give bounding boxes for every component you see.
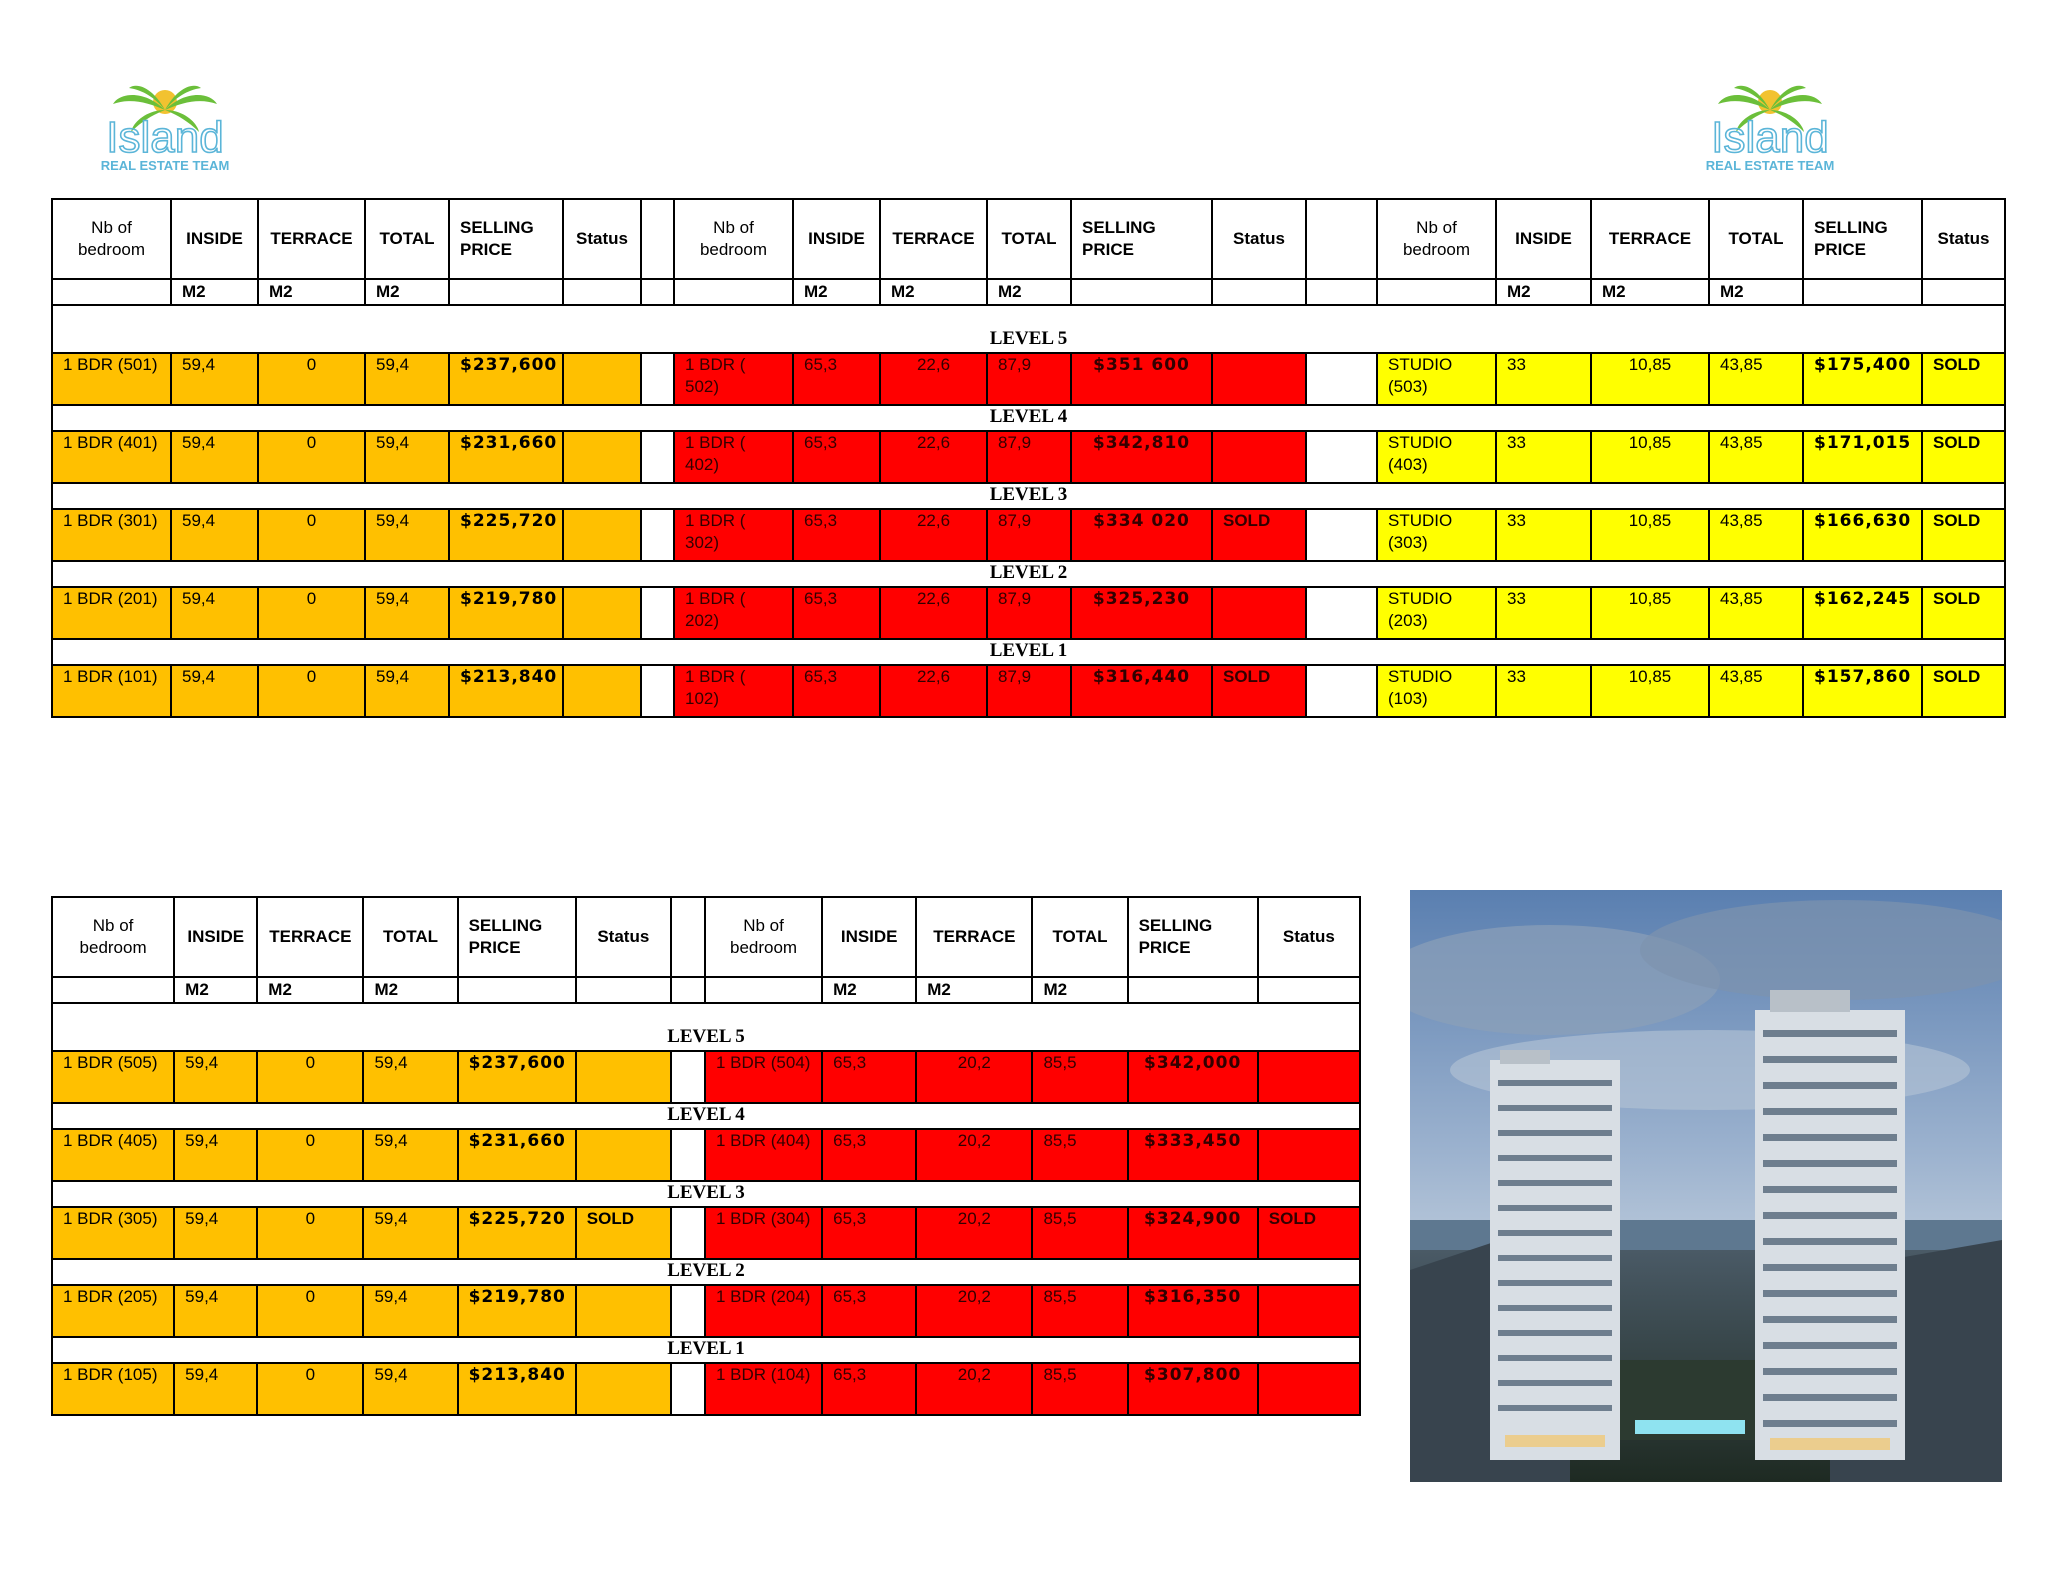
cell-bedroom: 1 BDR (105) xyxy=(52,1363,174,1415)
cell-bedroom: 1 BDR (505) xyxy=(52,1051,174,1103)
cell-inside: 59,4 xyxy=(174,1051,257,1103)
cell-bedroom: 1 BDR ( 402) xyxy=(674,431,793,483)
cell-status xyxy=(563,509,641,561)
level-row xyxy=(52,1259,1360,1285)
cell-bedroom: 1 BDR (305) xyxy=(52,1207,174,1259)
cell-terrace: 0 xyxy=(258,587,365,639)
cell-bedroom: 1 BDR (401) xyxy=(52,431,171,483)
header-row xyxy=(52,897,1360,977)
cell-total: 85,5 xyxy=(1032,1207,1127,1259)
unit-terrace: M2 xyxy=(258,279,365,305)
cell-total: 87,9 xyxy=(987,509,1071,561)
cell-inside: 65,3 xyxy=(793,587,880,639)
palm-logo-icon xyxy=(1690,80,1850,175)
unit-data-row xyxy=(52,1285,1360,1337)
level-label: LEVEL 3 xyxy=(52,1181,1360,1207)
cell-inside: 65,3 xyxy=(822,1207,916,1259)
cell-bedroom: 1 BDR (104) xyxy=(705,1363,822,1415)
header-inside: INSIDE xyxy=(1496,199,1591,279)
cell-terrace: 0 xyxy=(257,1363,363,1415)
cell-inside: 59,4 xyxy=(171,587,258,639)
spacer-cell xyxy=(1306,279,1377,305)
cell-status xyxy=(576,1051,671,1103)
cell-total: 85,5 xyxy=(1032,1051,1127,1103)
cell-bedroom: 1 BDR ( 502) xyxy=(674,353,793,405)
cell-terrace: 22,6 xyxy=(880,353,987,405)
cell-bedroom: 1 BDR (301) xyxy=(52,509,171,561)
cell-status xyxy=(563,353,641,405)
cell-total: 43,85 xyxy=(1709,431,1803,483)
cell-status: SOLD xyxy=(1212,509,1306,561)
header-price: SELLING PRICE xyxy=(449,199,563,279)
header-terrace: TERRACE xyxy=(257,897,363,977)
unit-bedroom xyxy=(52,279,171,305)
spacer-cell xyxy=(641,509,674,561)
cell-total: 43,85 xyxy=(1709,353,1803,405)
spacer-cell xyxy=(1306,587,1377,639)
level-row xyxy=(52,305,2005,353)
cell-inside: 59,4 xyxy=(171,509,258,561)
cell-terrace: 20,2 xyxy=(916,1285,1032,1337)
unit-bedroom xyxy=(1377,279,1496,305)
cell-total: 59,4 xyxy=(363,1051,457,1103)
cell-terrace: 10,85 xyxy=(1591,353,1709,405)
cell-bedroom: 1 BDR (204) xyxy=(705,1285,822,1337)
unit-total: M2 xyxy=(365,279,449,305)
cell-inside: 65,3 xyxy=(793,509,880,561)
cell-inside: 59,4 xyxy=(174,1207,257,1259)
cell-inside: 65,3 xyxy=(793,431,880,483)
unit-bedroom xyxy=(52,977,174,1003)
cell-status: SOLD xyxy=(1258,1207,1360,1259)
unit-terrace: M2 xyxy=(1591,279,1709,305)
cell-terrace: 0 xyxy=(257,1129,363,1181)
unit-terrace: M2 xyxy=(880,279,987,305)
unit-total: M2 xyxy=(1032,977,1127,1003)
cell-total: 59,4 xyxy=(363,1363,457,1415)
unit-total: M2 xyxy=(1709,279,1803,305)
cell-terrace: 10,85 xyxy=(1591,509,1709,561)
header-bedroom: Nb of bedroom xyxy=(705,897,822,977)
unit-status xyxy=(1212,279,1306,305)
cell-total: 59,4 xyxy=(363,1285,457,1337)
level-label: LEVEL 4 xyxy=(52,1103,1360,1129)
header-terrace: TERRACE xyxy=(880,199,987,279)
spacer-cell xyxy=(671,1285,705,1337)
cell-price: $342,810 xyxy=(1071,431,1212,483)
cell-price: $334 020 xyxy=(1071,509,1212,561)
cell-terrace: 20,2 xyxy=(916,1207,1032,1259)
spacer-cell xyxy=(671,1207,705,1259)
cell-price: $157,860 xyxy=(1803,665,1922,717)
level-row xyxy=(52,483,2005,509)
cell-bedroom: STUDIO (503) xyxy=(1377,353,1496,405)
header-inside: INSIDE xyxy=(822,897,916,977)
header-bedroom: Nb of bedroom xyxy=(52,199,171,279)
cell-price: $316,440 xyxy=(1071,665,1212,717)
cell-total: 43,85 xyxy=(1709,509,1803,561)
cell-terrace: 0 xyxy=(257,1051,363,1103)
level-label: LEVEL 4 xyxy=(52,405,2005,431)
cell-bedroom: 1 BDR ( 102) xyxy=(674,665,793,717)
unit-data-row xyxy=(52,1051,1360,1103)
cell-price: $325,230 xyxy=(1071,587,1212,639)
cell-inside: 65,3 xyxy=(793,665,880,717)
cell-status: SOLD xyxy=(1922,509,2005,561)
cell-bedroom: STUDIO (203) xyxy=(1377,587,1496,639)
level-row xyxy=(52,639,2005,665)
price-table-top xyxy=(51,198,2006,718)
cell-terrace: 10,85 xyxy=(1591,665,1709,717)
cell-bedroom: 1 BDR (404) xyxy=(705,1129,822,1181)
cell-bedroom: STUDIO (103) xyxy=(1377,665,1496,717)
spacer-cell xyxy=(641,587,674,639)
cell-terrace: 22,6 xyxy=(880,665,987,717)
island-real-estate-logo-right xyxy=(1690,80,1850,175)
cell-status xyxy=(1212,431,1306,483)
unit-total: M2 xyxy=(363,977,457,1003)
cell-bedroom: STUDIO (403) xyxy=(1377,431,1496,483)
level-row xyxy=(52,1181,1360,1207)
unit-bedroom xyxy=(674,279,793,305)
spacer-cell xyxy=(671,1129,705,1181)
header-terrace: TERRACE xyxy=(916,897,1032,977)
header-terrace: TERRACE xyxy=(258,199,365,279)
cell-bedroom: 1 BDR (504) xyxy=(705,1051,822,1103)
cell-status xyxy=(1212,587,1306,639)
cell-status xyxy=(576,1363,671,1415)
unit-row xyxy=(52,977,1360,1003)
cell-terrace: 0 xyxy=(258,353,365,405)
header-inside: INSIDE xyxy=(174,897,257,977)
unit-terrace: M2 xyxy=(916,977,1032,1003)
building-photo xyxy=(1410,890,2002,1482)
cell-inside: 59,4 xyxy=(174,1285,257,1337)
unit-status xyxy=(576,977,671,1003)
header-price: SELLING PRICE xyxy=(1128,897,1258,977)
header-terrace: TERRACE xyxy=(1591,199,1709,279)
header-total: TOTAL xyxy=(987,199,1071,279)
level-label: LEVEL 5 xyxy=(52,1003,1360,1051)
unit-data-row xyxy=(52,431,2005,483)
cell-terrace: 22,6 xyxy=(880,431,987,483)
cell-total: 59,4 xyxy=(363,1129,457,1181)
level-row xyxy=(52,1337,1360,1363)
unit-price xyxy=(449,279,563,305)
level-label: LEVEL 5 xyxy=(52,305,2005,353)
cell-terrace: 20,2 xyxy=(916,1051,1032,1103)
cell-status xyxy=(563,665,641,717)
header-total: TOTAL xyxy=(363,897,457,977)
cell-inside: 33 xyxy=(1496,587,1591,639)
spacer-cell xyxy=(1306,665,1377,717)
unit-status xyxy=(563,279,641,305)
unit-inside: M2 xyxy=(1496,279,1591,305)
cell-terrace: 0 xyxy=(258,509,365,561)
cell-terrace: 22,6 xyxy=(880,509,987,561)
svg-text:Island: Island xyxy=(1711,113,1829,162)
cell-total: 59,4 xyxy=(365,509,449,561)
cell-inside: 59,4 xyxy=(171,353,258,405)
cell-inside: 33 xyxy=(1496,353,1591,405)
header-inside: INSIDE xyxy=(793,199,880,279)
cell-terrace: 0 xyxy=(257,1207,363,1259)
cell-price: $213,840 xyxy=(449,665,563,717)
price-table-bottom xyxy=(51,896,1361,1416)
cell-inside: 65,3 xyxy=(822,1051,916,1103)
cell-price: $231,660 xyxy=(458,1129,576,1181)
cell-total: 87,9 xyxy=(987,665,1071,717)
header-total: TOTAL xyxy=(1709,199,1803,279)
unit-price xyxy=(1071,279,1212,305)
header-status: Status xyxy=(1922,199,2005,279)
unit-data-row xyxy=(52,587,2005,639)
cell-status xyxy=(576,1129,671,1181)
spacer-cell xyxy=(1306,199,1377,279)
cell-total: 87,9 xyxy=(987,587,1071,639)
unit-status xyxy=(1258,977,1360,1003)
cell-status xyxy=(1258,1129,1360,1181)
header-status: Status xyxy=(576,897,671,977)
spacer-cell xyxy=(1306,431,1377,483)
header-status: Status xyxy=(1212,199,1306,279)
header-total: TOTAL xyxy=(1032,897,1127,977)
island-real-estate-logo-left xyxy=(85,80,245,175)
cell-total: 59,4 xyxy=(365,353,449,405)
header-bedroom: Nb of bedroom xyxy=(1377,199,1496,279)
cell-bedroom: 1 BDR (501) xyxy=(52,353,171,405)
unit-data-row xyxy=(52,353,2005,405)
cell-terrace: 0 xyxy=(258,431,365,483)
level-label: LEVEL 3 xyxy=(52,483,2005,509)
cell-price: $166,630 xyxy=(1803,509,1922,561)
palm-logo-icon xyxy=(85,80,245,175)
unit-data-row xyxy=(52,665,2005,717)
cell-inside: 33 xyxy=(1496,509,1591,561)
cell-price: $219,780 xyxy=(458,1285,576,1337)
cell-terrace: 10,85 xyxy=(1591,587,1709,639)
unit-inside: M2 xyxy=(171,279,258,305)
cell-price: $237,600 xyxy=(449,353,563,405)
header-status: Status xyxy=(563,199,641,279)
cell-price: $307,800 xyxy=(1128,1363,1258,1415)
cell-price: $316,350 xyxy=(1128,1285,1258,1337)
cell-terrace: 20,2 xyxy=(916,1129,1032,1181)
cell-bedroom: 1 BDR ( 302) xyxy=(674,509,793,561)
level-row xyxy=(52,561,2005,587)
cell-bedroom: 1 BDR (205) xyxy=(52,1285,174,1337)
unit-price xyxy=(1128,977,1258,1003)
unit-bedroom xyxy=(705,977,822,1003)
cell-status xyxy=(1258,1363,1360,1415)
cell-terrace: 0 xyxy=(258,665,365,717)
spacer-cell xyxy=(671,1363,705,1415)
unit-data-row xyxy=(52,509,2005,561)
cell-inside: 65,3 xyxy=(822,1363,916,1415)
spacer-cell xyxy=(641,279,674,305)
svg-text:REAL ESTATE TEAM: REAL ESTATE TEAM xyxy=(100,158,230,173)
cell-price: $324,900 xyxy=(1128,1207,1258,1259)
spacer-cell xyxy=(671,1051,705,1103)
cell-bedroom: 1 BDR (201) xyxy=(52,587,171,639)
cell-price: $225,720 xyxy=(458,1207,576,1259)
cell-inside: 59,4 xyxy=(171,665,258,717)
cell-total: 87,9 xyxy=(987,431,1071,483)
header-bedroom: Nb of bedroom xyxy=(674,199,793,279)
level-row xyxy=(52,1103,1360,1129)
cell-total: 59,4 xyxy=(365,431,449,483)
cell-price: $225,720 xyxy=(449,509,563,561)
cell-price: $237,600 xyxy=(458,1051,576,1103)
level-label: LEVEL 1 xyxy=(52,1337,1360,1363)
header-total: TOTAL xyxy=(365,199,449,279)
cell-inside: 65,3 xyxy=(822,1285,916,1337)
cell-status xyxy=(576,1285,671,1337)
cell-status xyxy=(563,431,641,483)
spacer-cell xyxy=(641,431,674,483)
spacer-cell xyxy=(671,977,705,1003)
unit-data-row xyxy=(52,1207,1360,1259)
header-inside: INSIDE xyxy=(171,199,258,279)
cell-inside: 59,4 xyxy=(174,1129,257,1181)
cell-inside: 65,3 xyxy=(822,1129,916,1181)
cell-price: $162,245 xyxy=(1803,587,1922,639)
level-row xyxy=(52,1003,1360,1051)
header-status: Status xyxy=(1258,897,1360,977)
level-label: LEVEL 2 xyxy=(52,1259,1360,1285)
spacer-cell xyxy=(641,199,674,279)
cell-inside: 65,3 xyxy=(793,353,880,405)
cell-status: SOLD xyxy=(576,1207,671,1259)
cell-status xyxy=(1258,1285,1360,1337)
spacer-cell xyxy=(1306,353,1377,405)
unit-total: M2 xyxy=(987,279,1071,305)
header-bedroom: Nb of bedroom xyxy=(52,897,174,977)
cell-total: 59,4 xyxy=(363,1207,457,1259)
cell-terrace: 20,2 xyxy=(916,1363,1032,1415)
cell-price: $342,000 xyxy=(1128,1051,1258,1103)
cell-total: 85,5 xyxy=(1032,1285,1127,1337)
cell-inside: 59,4 xyxy=(171,431,258,483)
spacer-cell xyxy=(1306,509,1377,561)
svg-text:Island: Island xyxy=(106,113,224,162)
unit-data-row xyxy=(52,1363,1360,1415)
cell-status: SOLD xyxy=(1212,665,1306,717)
cell-total: 87,9 xyxy=(987,353,1071,405)
header-price: SELLING PRICE xyxy=(1071,199,1212,279)
header-price: SELLING PRICE xyxy=(1803,199,1922,279)
unit-price xyxy=(458,977,576,1003)
cell-status: SOLD xyxy=(1922,587,2005,639)
cell-total: 43,85 xyxy=(1709,587,1803,639)
unit-row xyxy=(52,279,2005,305)
header-row xyxy=(52,199,2005,279)
level-row xyxy=(52,405,2005,431)
header-price: SELLING PRICE xyxy=(458,897,576,977)
cell-total: 59,4 xyxy=(365,587,449,639)
cell-status: SOLD xyxy=(1922,353,2005,405)
spacer-cell xyxy=(671,897,705,977)
unit-data-row xyxy=(52,1129,1360,1181)
unit-inside: M2 xyxy=(174,977,257,1003)
cell-inside: 33 xyxy=(1496,431,1591,483)
cell-price: $333,450 xyxy=(1128,1129,1258,1181)
level-label: LEVEL 2 xyxy=(52,561,2005,587)
unit-inside: M2 xyxy=(793,279,880,305)
cell-total: 85,5 xyxy=(1032,1363,1127,1415)
cell-total: 85,5 xyxy=(1032,1129,1127,1181)
cell-status xyxy=(563,587,641,639)
cell-price: $171,015 xyxy=(1803,431,1922,483)
cell-bedroom: 1 BDR (304) xyxy=(705,1207,822,1259)
unit-price xyxy=(1803,279,1922,305)
cell-terrace: 22,6 xyxy=(880,587,987,639)
cell-price: $175,400 xyxy=(1803,353,1922,405)
cell-inside: 33 xyxy=(1496,665,1591,717)
cell-status xyxy=(1258,1051,1360,1103)
cell-status: SOLD xyxy=(1922,665,2005,717)
cell-terrace: 0 xyxy=(257,1285,363,1337)
cell-bedroom: STUDIO (303) xyxy=(1377,509,1496,561)
unit-status xyxy=(1922,279,2005,305)
spacer-cell xyxy=(641,665,674,717)
cell-bedroom: 1 BDR (101) xyxy=(52,665,171,717)
cell-bedroom: 1 BDR ( 202) xyxy=(674,587,793,639)
cell-price: $219,780 xyxy=(449,587,563,639)
cell-inside: 59,4 xyxy=(174,1363,257,1415)
spacer-cell xyxy=(641,353,674,405)
cell-terrace: 10,85 xyxy=(1591,431,1709,483)
unit-inside: M2 xyxy=(822,977,916,1003)
cell-status: SOLD xyxy=(1922,431,2005,483)
cell-total: 43,85 xyxy=(1709,665,1803,717)
unit-terrace: M2 xyxy=(257,977,363,1003)
svg-text:REAL ESTATE TEAM: REAL ESTATE TEAM xyxy=(1705,158,1835,173)
cell-price: $231,660 xyxy=(449,431,563,483)
cell-bedroom: 1 BDR (405) xyxy=(52,1129,174,1181)
level-label: LEVEL 1 xyxy=(52,639,2005,665)
cell-price: $351 600 xyxy=(1071,353,1212,405)
cell-price: $213,840 xyxy=(458,1363,576,1415)
cell-total: 59,4 xyxy=(365,665,449,717)
cell-status xyxy=(1212,353,1306,405)
